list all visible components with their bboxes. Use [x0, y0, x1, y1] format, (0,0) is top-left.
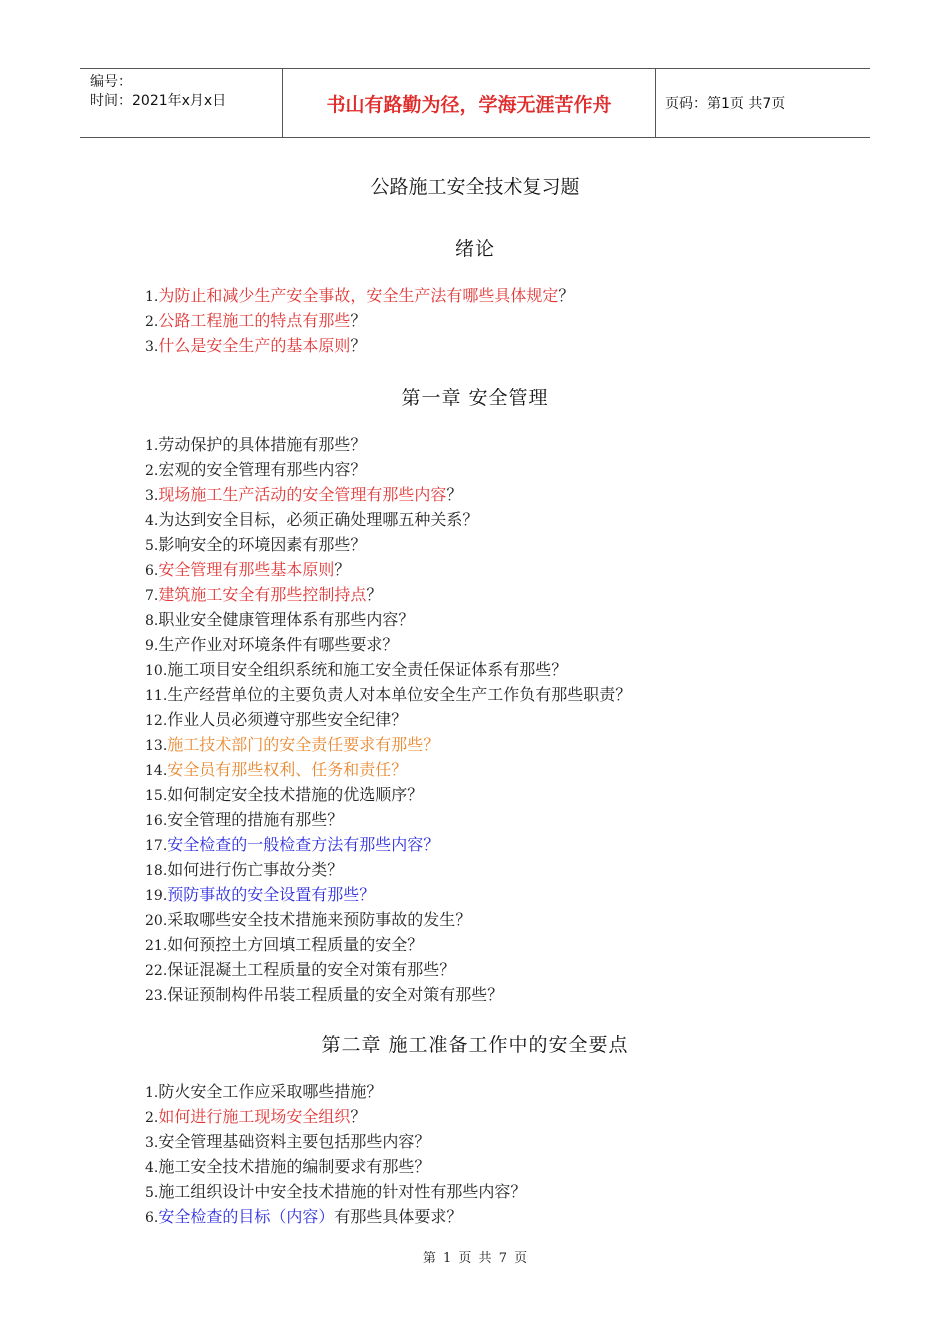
question-text: 保证混凝土工程质量的安全对策有那些？	[167, 960, 456, 979]
question-item	[145, 532, 631, 557]
question-item	[145, 782, 631, 807]
question-number: 6.	[145, 563, 159, 579]
question-number: 12.	[145, 713, 168, 729]
question-number: 1.	[145, 1085, 159, 1101]
question-number: 6.	[145, 1210, 159, 1226]
question-number: 4.	[145, 513, 159, 529]
question-number: 10.	[145, 663, 168, 679]
question-number: 5.	[145, 1185, 159, 1201]
question-text: 施工技术部门的安全责任要求有那些？	[167, 735, 440, 754]
question-item	[145, 457, 631, 482]
section-title-chapter-1: 第一章 安全管理	[401, 387, 549, 409]
question-text: 施工组织设计中安全技术措施的针对性有那些内容？	[158, 1182, 527, 1201]
question-number: 13.	[145, 738, 168, 754]
question-item	[145, 907, 631, 932]
question-item	[145, 857, 631, 882]
question-item	[145, 283, 574, 308]
question-item	[145, 1154, 526, 1179]
question-number: 7.	[145, 588, 159, 604]
header-page-info: 页码：第1页 共7页	[665, 96, 786, 112]
question-number: 9.	[145, 638, 159, 654]
question-text: 防火安全工作应采取哪些措施？	[158, 1082, 383, 1101]
question-text: ？	[350, 336, 367, 355]
question-text: 如何进行伤亡事故分类？	[167, 860, 344, 879]
question-text: 职业安全健康管理体系有那些内容？	[158, 610, 415, 629]
question-text: 作业人员必须遵守那些安全纪律？	[167, 710, 408, 729]
question-text: 生产经营单位的主要负责人对本单位安全生产工作负有那些职责？	[167, 685, 632, 704]
question-item	[145, 982, 631, 1007]
question-number: 3.	[145, 1135, 159, 1151]
question-number: 1.	[145, 438, 159, 454]
serial-label: 编号：	[90, 74, 132, 90]
page-footer: 第 1 页 共 7 页	[422, 1251, 528, 1266]
question-text: 如何制定安全技术措施的优选顺序？	[167, 785, 424, 804]
question-number: 20.	[145, 913, 168, 929]
question-text: ？	[446, 485, 463, 504]
question-item	[145, 1104, 526, 1129]
question-item	[145, 957, 631, 982]
question-item	[145, 832, 631, 857]
question-text: 安全检查的一般检查方法有那些内容？	[167, 835, 440, 854]
question-item	[145, 482, 631, 507]
question-text: 什么是安全生产的基本原则	[158, 336, 351, 355]
question-text: 为达到安全目标，必须正确处理哪五种关系？	[158, 510, 479, 529]
question-item	[145, 657, 631, 682]
question-text: 如何预控土方回填工程质量的安全？	[167, 935, 424, 954]
question-number: 14.	[145, 763, 168, 779]
question-item	[145, 308, 574, 333]
question-number: 5.	[145, 538, 159, 554]
page-header	[80, 68, 870, 138]
question-number: 15.	[145, 788, 168, 804]
question-item	[145, 1179, 526, 1204]
header-motto: 书山有路勤为径，学海无涯苦作舟	[326, 93, 612, 116]
question-text: 施工安全技术措施的编制要求有那些？	[158, 1157, 431, 1176]
question-text: ？	[334, 560, 351, 579]
question-item	[145, 333, 574, 358]
question-item	[145, 1129, 526, 1154]
document-title: 公路施工安全技术复习题	[370, 176, 580, 198]
question-number: 19.	[145, 888, 168, 904]
question-item	[145, 757, 631, 782]
question-list-intro	[145, 283, 574, 358]
question-text: 施工项目安全组织系统和施工安全责任保证体系有那些？	[167, 660, 568, 679]
question-text: 采取哪些安全技术措施来预防事故的发生？	[167, 910, 472, 929]
question-text: 影响安全的环境因素有那些？	[158, 535, 367, 554]
question-text: ？	[558, 286, 575, 305]
question-list-chapter-2	[145, 1079, 526, 1229]
question-text: 建筑施工安全有那些控制持点	[158, 585, 367, 604]
question-number: 22.	[145, 963, 168, 979]
question-text: 如何进行施工现场安全组织	[158, 1107, 351, 1126]
question-item	[145, 682, 631, 707]
question-text: ？	[366, 585, 383, 604]
header-divider	[655, 69, 656, 137]
question-text: 安全管理有那些基本原则	[158, 560, 335, 579]
question-item	[145, 607, 631, 632]
question-number: 2.	[145, 463, 159, 479]
question-item	[145, 882, 631, 907]
section-title-intro: 绪论	[454, 238, 495, 260]
question-item	[145, 807, 631, 832]
question-number: 23.	[145, 988, 168, 1004]
question-number: 2.	[145, 1110, 159, 1126]
question-text: ？	[350, 311, 367, 330]
question-number: 16.	[145, 813, 168, 829]
question-text: 宏观的安全管理有那些内容？	[158, 460, 367, 479]
question-list-chapter-1	[145, 432, 631, 1007]
question-text: 现场施工生产活动的安全管理有那些内容	[158, 485, 447, 504]
section-title-chapter-2: 第二章 施工准备工作中的安全要点	[321, 1034, 629, 1056]
question-number: 11.	[145, 688, 168, 704]
question-item	[145, 732, 631, 757]
question-text: 安全管理基础资料主要包括那些内容？	[158, 1132, 431, 1151]
question-number: 18.	[145, 863, 168, 879]
question-number: 21.	[145, 938, 168, 954]
question-item	[145, 507, 631, 532]
question-text: 为防止和减少生产安全事故，安全生产法有哪些具体规定	[158, 286, 559, 305]
question-item	[145, 932, 631, 957]
question-item	[145, 707, 631, 732]
question-number: 8.	[145, 613, 159, 629]
question-text: 生产作业对环境条件有哪些要求？	[158, 635, 399, 654]
question-item	[145, 557, 631, 582]
question-item	[145, 632, 631, 657]
question-number: 3.	[145, 488, 159, 504]
question-number: 4.	[145, 1160, 159, 1176]
question-text: 安全管理的措施有那些？	[167, 810, 344, 829]
question-text: 有那些具体要求？	[334, 1207, 463, 1226]
question-number: 3.	[145, 339, 159, 355]
question-text: 安全检查的目标（内容）	[158, 1207, 335, 1226]
question-text: 保证预制构件吊装工程质量的安全对策有那些？	[167, 985, 504, 1004]
question-text: 安全员有那些权利、任务和责任？	[167, 760, 408, 779]
question-text: ？	[350, 1107, 367, 1126]
time-label: 时间：2021年x月x日	[90, 93, 227, 109]
question-number: 1.	[145, 289, 159, 305]
question-item	[145, 1079, 526, 1104]
question-item	[145, 1204, 526, 1229]
question-item	[145, 432, 631, 457]
question-item	[145, 582, 631, 607]
question-text: 公路工程施工的特点有那些	[158, 311, 351, 330]
question-number: 17.	[145, 838, 168, 854]
header-meta	[90, 73, 226, 111]
question-text: 预防事故的安全设置有那些？	[167, 885, 376, 904]
question-number: 2.	[145, 314, 159, 330]
question-text: 劳动保护的具体措施有那些？	[158, 435, 367, 454]
